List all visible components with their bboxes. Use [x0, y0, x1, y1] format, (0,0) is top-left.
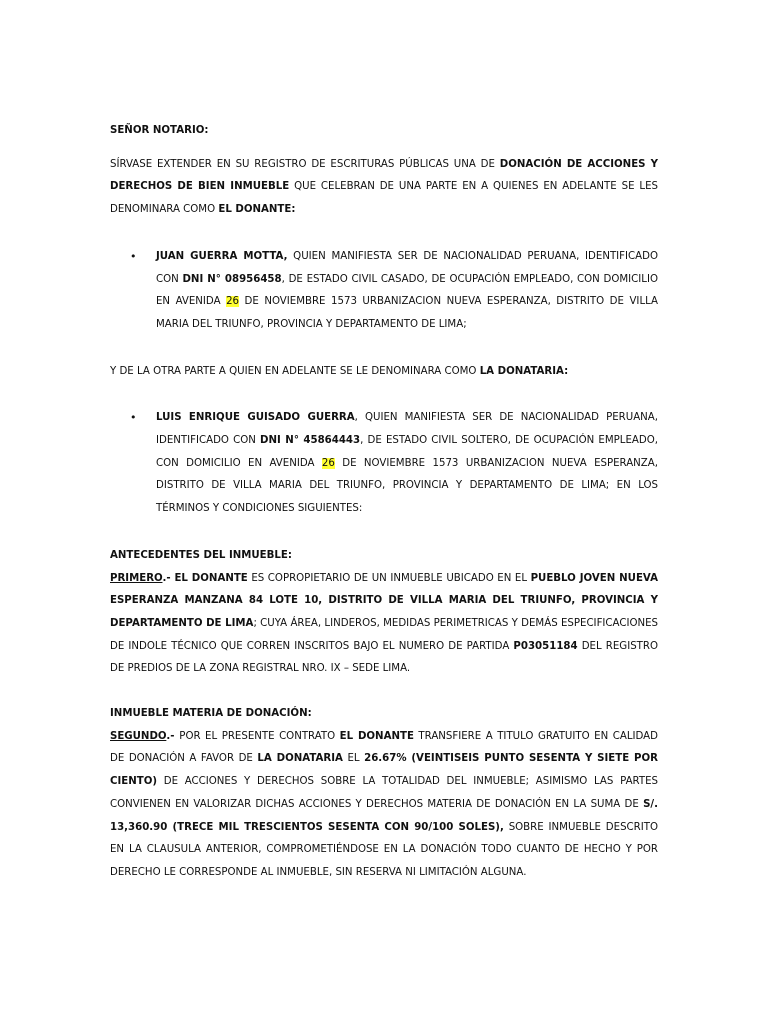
other-part-paragraph	[110, 361, 658, 384]
section2-text-1: POR EL PRESENTE CONTRATO	[179, 730, 340, 742]
donataria-dni: DNI N° 45864443	[260, 435, 361, 447]
section2-ordinal: SEGUNDO	[110, 730, 167, 742]
section1-separator: .-	[162, 572, 175, 584]
section2-separator: .-	[166, 730, 180, 742]
donataria-paragraph	[156, 407, 658, 521]
section1-bold-3: P03051184	[513, 640, 578, 652]
donataria-text-3: DE NOVIEMBRE 1573 URBANIZACION NUEVA ESPERANZA, DISTRITO DE VILLA MARIA DEL TRIUNFO, PROVINCIA Y DEPARTAMENTO DE LIMA; EN LOS TÉRMINOS Y CONDICIONES SIGUIENTES:	[156, 457, 658, 515]
donante-dni: DNI N° 08956458	[182, 273, 282, 285]
intro-paragraph	[110, 154, 658, 222]
section1-bold-1: EL DONANTE	[174, 572, 248, 584]
donataria-list	[110, 407, 658, 521]
document-title: SEÑOR NOTARIO:	[110, 125, 209, 136]
other-part-bold: LA DONATARIA:	[479, 365, 569, 377]
donante-name: JUAN GUERRA MOTTA,	[156, 250, 288, 262]
section2-heading: INMUEBLE MATERIA DE DONACIÓN:	[110, 708, 312, 720]
section2-bold-4: S/. 13,360.90 (TRECE MIL TRESCIENTOS SESENTA CON 90/100 SOLES),	[110, 798, 658, 833]
intro-bold-1: DONACIÓN DE ACCIONES Y DERECHOS DE BIEN INMUEBLE	[110, 158, 658, 193]
document-page	[110, 120, 658, 885]
donante-text-1: QUIEN MANIFIESTA SER DE NACIONALIDAD PERUANA, IDENTIFICADO CON	[156, 250, 658, 285]
donante-paragraph	[156, 246, 658, 337]
section2-bold-2: LA DONATARIA	[257, 753, 343, 765]
donataria-text-2: , DE ESTADO CIVIL SOLTERO, DE OCUPACIÓN EMPLEADO, CON DOMICILIO EN AVENIDA	[156, 435, 658, 469]
bullet-icon: •	[130, 411, 137, 425]
section2-text-2: TRANSFIERE A TITULO GRATUITO EN CALIDAD DE DONACIÓN A FAVOR DE	[110, 730, 658, 765]
section2-bold-3: 26.67% (VEINTISEIS PUNTO SESENTA Y SIETE POR CIENTO)	[110, 753, 658, 788]
donante-list	[110, 246, 658, 337]
other-part-text: Y DE LA OTRA PARTE A QUIEN EN ADELANTE SE LE DENOMINARA COMO	[110, 365, 480, 377]
donante-item	[110, 246, 658, 337]
section2-text-3: EL	[342, 753, 365, 765]
donataria-item	[110, 407, 658, 521]
donataria-text-1: , QUIEN MANIFIESTA SER DE NACIONALIDAD PERUANA, IDENTIFICADO CON	[156, 412, 658, 447]
section1-text-1: ES COPROPIETARIO DE UN INMUEBLE UBICADO EN EL	[247, 572, 531, 584]
section1-text-3: DEL REGISTRO DE PREDIOS DE LA ZONA REGISTRAL NRO. IX – SEDE LIMA.	[110, 640, 658, 675]
intro-text-2: QUE CELEBRAN DE UNA PARTE EN A QUIENES EN ADELANTE SE LES DENOMINARA COMO	[110, 181, 658, 216]
intro-bold-2: EL DONANTE:	[218, 204, 296, 216]
donante-highlight-number: 26	[226, 296, 240, 308]
intro-text-1: SÍRVASE EXTENDER EN SU REGISTRO DE ESCRITURAS PÚBLICAS UNA DE	[110, 158, 500, 170]
section2-text-4: DE ACCIONES Y DERECHOS SOBRE LA TOTALIDAD DEL INMUEBLE; ASIMISMO LAS PARTES CONVIENEN EN VALORIZAR DICHAS ACCIONES Y DERECHOS MATERIA DE DONACIÓN EN LA SUMA DE	[110, 776, 658, 810]
section1-ordinal: PRIMERO	[110, 572, 163, 584]
section2-bold-1: EL DONANTE	[339, 730, 414, 742]
section1-heading: ANTECEDENTES DEL INMUEBLE:	[110, 549, 292, 561]
section2-paragraph	[110, 726, 658, 885]
section1-text-2: ; CUYA ÁREA, LINDEROS, MEDIDAS PERIMETRICAS Y DEMÁS ESPECIFICACIONES DE INDOLE TÉCNICO QUE CORREN INSCRITOS BAJO EL NUMERO DE PARTIDA	[110, 617, 658, 652]
section2-text-5: SOBRE INMUEBLE DESCRITO EN LA CLAUSULA ANTERIOR, COMPROMETIÉNDOSE EN LA DONACIÓN TODO CUANTO DE HECHO Y POR DERECHO LE CORRESPONDE AL INMUEBLE, SIN RESERVA NI LIMITACIÓN ALGUNA.	[110, 821, 658, 878]
donataria-name: LUIS ENRIQUE GUISADO GUERRA	[156, 412, 355, 424]
donante-text-2: , DE ESTADO CIVIL CASADO, DE OCUPACIÓN EMPLEADO, CON DOMICILIO EN AVENIDA	[156, 273, 658, 308]
donataria-highlight-number: 26	[321, 457, 335, 469]
section1-bold-2: PUEBLO JOVEN NUEVA ESPERANZA MANZANA 84 LOTE 10, DISTRITO DE VILLA MARIA DEL TRIUNFO, PROVINCIA Y DEPARTAMENTO DE LIMA	[110, 572, 658, 629]
donante-text-3: DE NOVIEMBRE 1573 URBANIZACION NUEVA ESPERANZA, DISTRITO DE VILLA MARIA DEL TRIUNFO, PROVINCIA Y DEPARTAMENTO DE LIMA;	[156, 296, 658, 330]
section1-paragraph	[110, 568, 658, 682]
bullet-icon: •	[130, 249, 137, 263]
